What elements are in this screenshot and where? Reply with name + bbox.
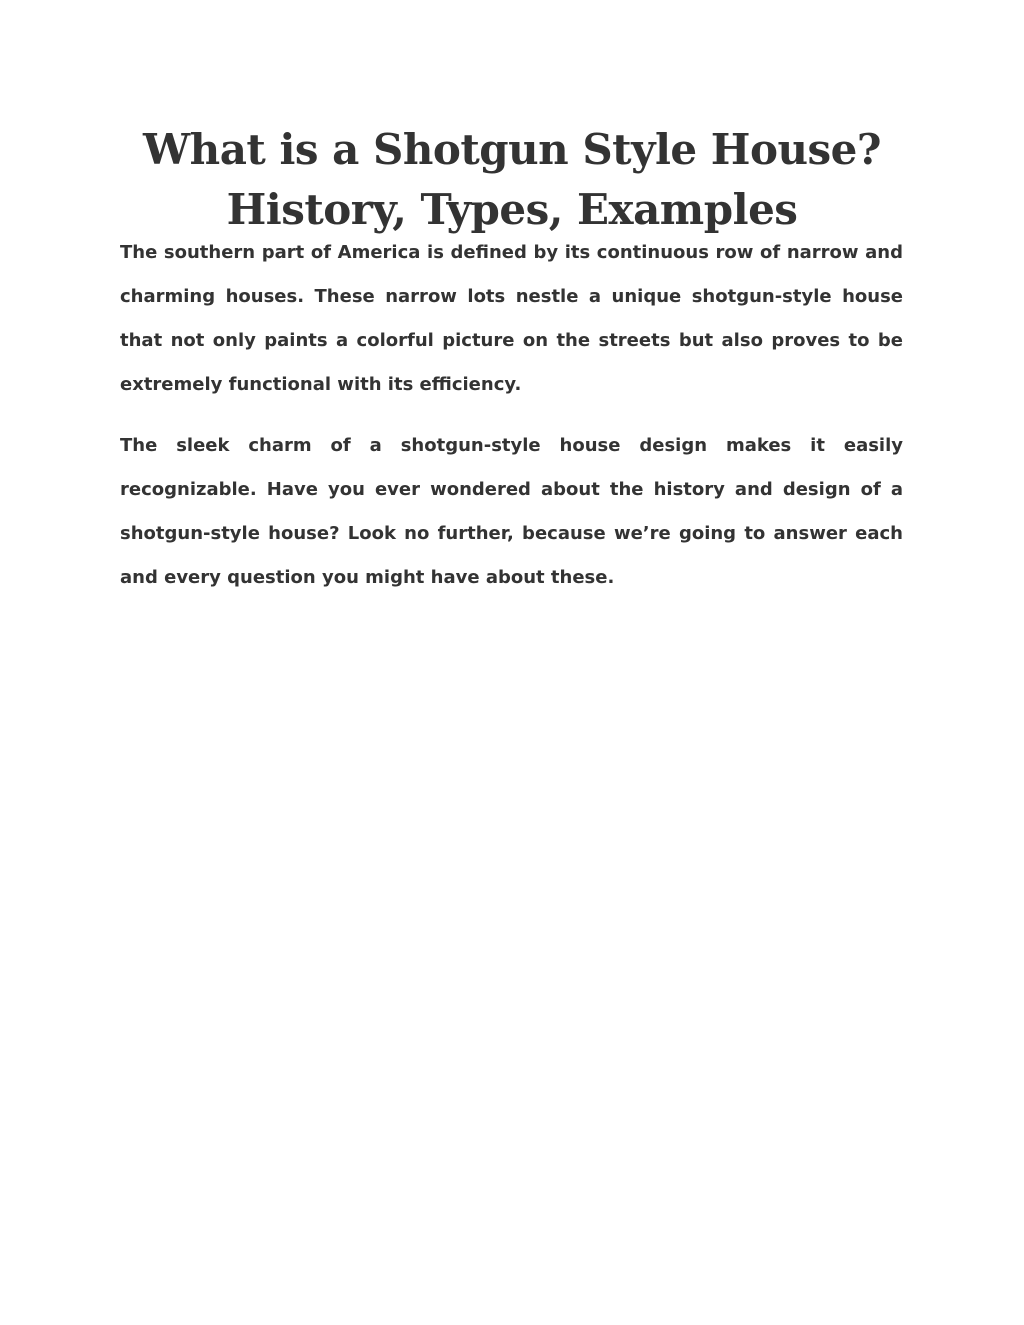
title-line-1: What is a Shotgun Style House? xyxy=(143,125,881,174)
intro-paragraph: The southern part of America is defined by its continuous row of narrow and charming houses. These narrow lots nestle a unique shotgun-style house that not only paints a colorful picture on the streets but also proves to be extremely functional with its efficiency. xyxy=(120,242,903,395)
page-title xyxy=(112,120,912,240)
second-paragraph: The sleek charm of a shotgun-style house design makes it easily recognizable. Have you ever wondered about the history and design of a shotgun-style house? Look no further, because we’re going to answer each and every question you might have about these. xyxy=(120,435,903,588)
title-line-2: History, Types, Examples xyxy=(226,185,798,234)
